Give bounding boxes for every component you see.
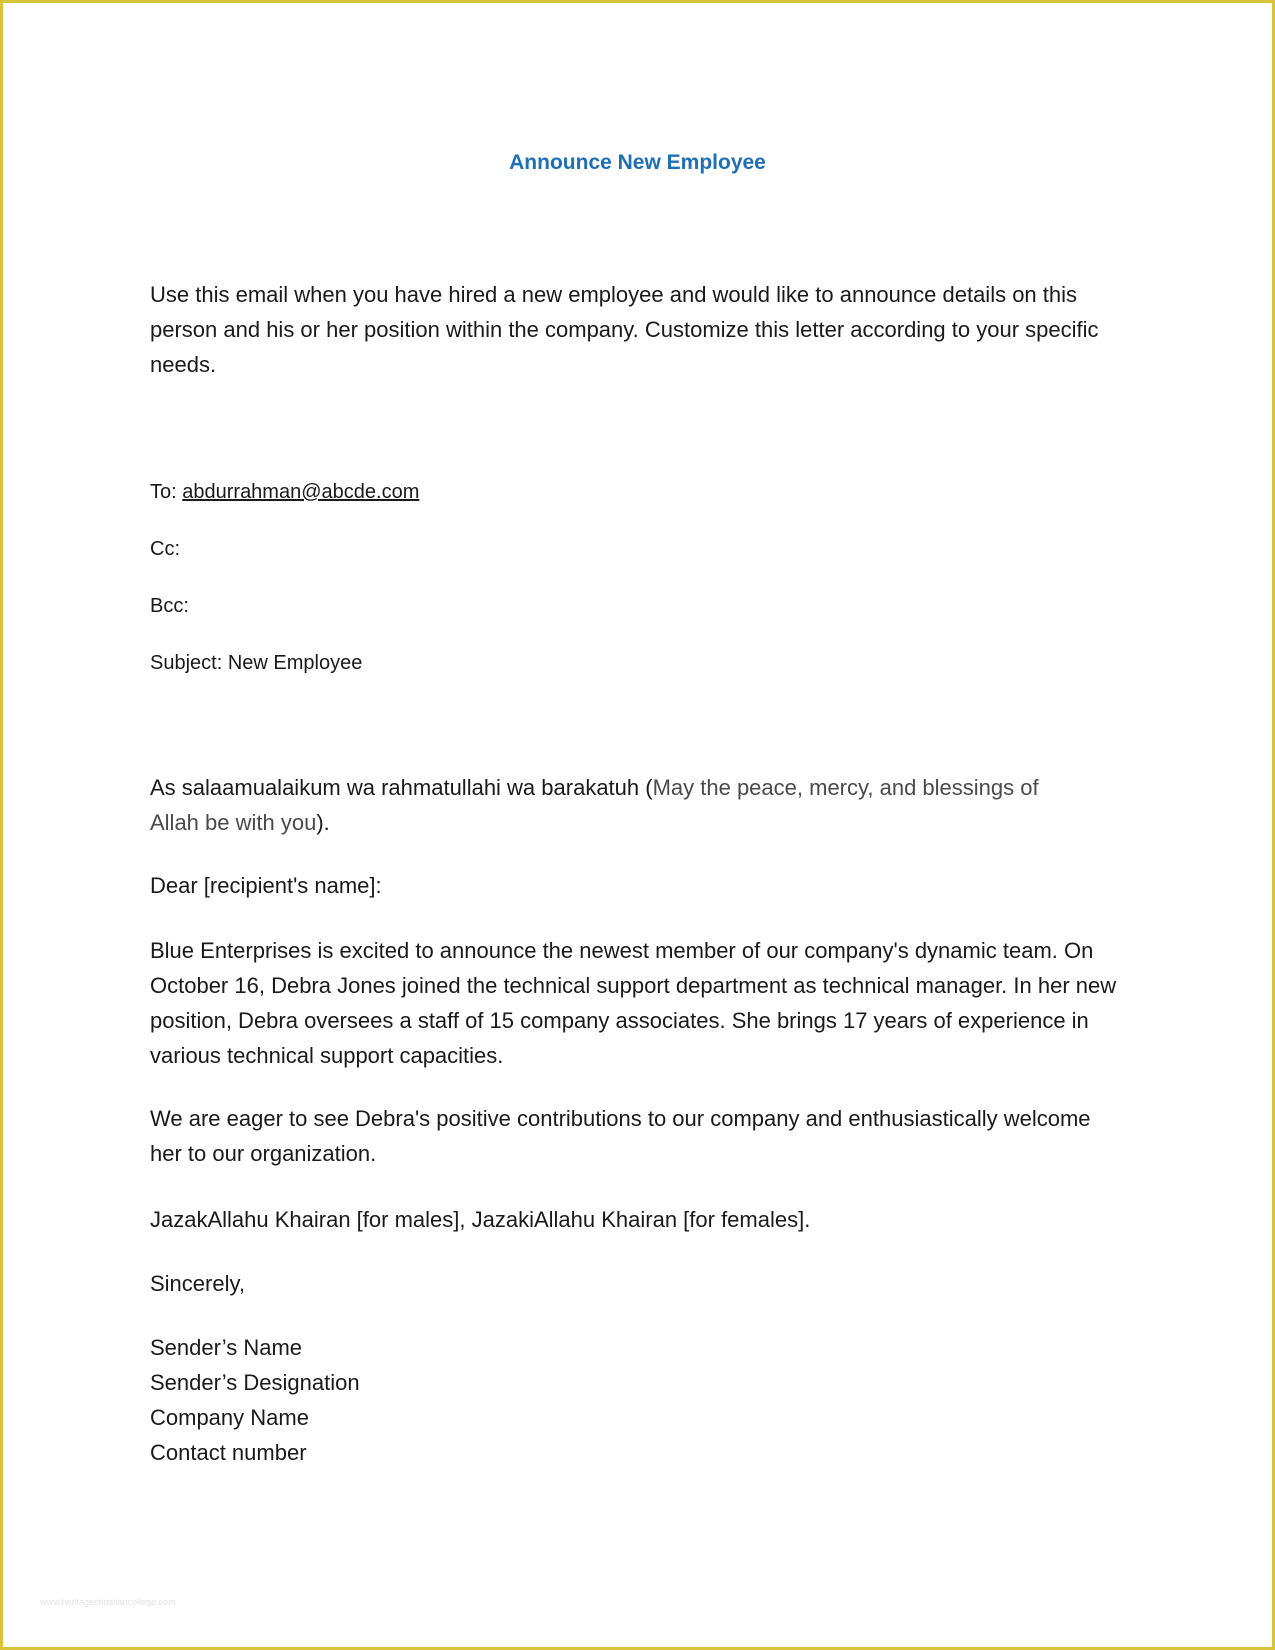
signature-line: Company Name (150, 1405, 309, 1430)
bcc-field: Bcc: (150, 595, 189, 617)
cc-field: Cc: (150, 538, 180, 560)
to-label: To: (150, 481, 183, 503)
greeting-paragraph (150, 770, 1090, 840)
to-email-link[interactable]: abdurrahman@abcde.com (182, 481, 420, 503)
subject-label: Subject: (150, 652, 228, 674)
subject-value: New Employee (227, 652, 363, 674)
greeting-text: As salaamualaikum wa rahmatullahi wa barakatuh ( (150, 775, 653, 800)
body-paragraph: Blue Enterprises is excited to announce the newest member of our company's dynamic team. On October 16, Debra Jones joined the technical support department as technical manager. In her new position, Debra oversees a staff of 15 company associates. She brings 17 years of experience in various technical support capacities. (150, 938, 1117, 1068)
sign-off: Sincerely, (150, 1271, 245, 1296)
body-paragraph: We are eager to see Debra's positive contributions to our company and enthusiastically welcome her to our organization. (150, 1106, 1091, 1166)
watermark: www.heritagechristiancollege.com (40, 1597, 176, 1607)
signature-line: Sender’s Name (150, 1335, 303, 1360)
signature-line: Sender’s Designation (150, 1370, 360, 1395)
to-field (150, 479, 419, 505)
greeting-translation: May the peace, mercy, and blessings of Allah be with you (150, 775, 1039, 835)
signature-line: Contact number (150, 1440, 307, 1465)
closing-prayer: JazakAllahu Khairan [for males], JazakiAllahu Khairan [for females]. (150, 1207, 811, 1232)
greeting-end: ). (316, 810, 330, 835)
signature-block (150, 1330, 360, 1470)
document-title: Announce New Employee (509, 151, 766, 174)
subject-field (150, 650, 362, 676)
salutation: Dear [recipient's name]: (150, 873, 382, 898)
intro-paragraph: Use this email when you have hired a new employee and would like to announce details on this person and his or her position within the company. Customize this letter according to your specific needs. (150, 282, 1099, 377)
